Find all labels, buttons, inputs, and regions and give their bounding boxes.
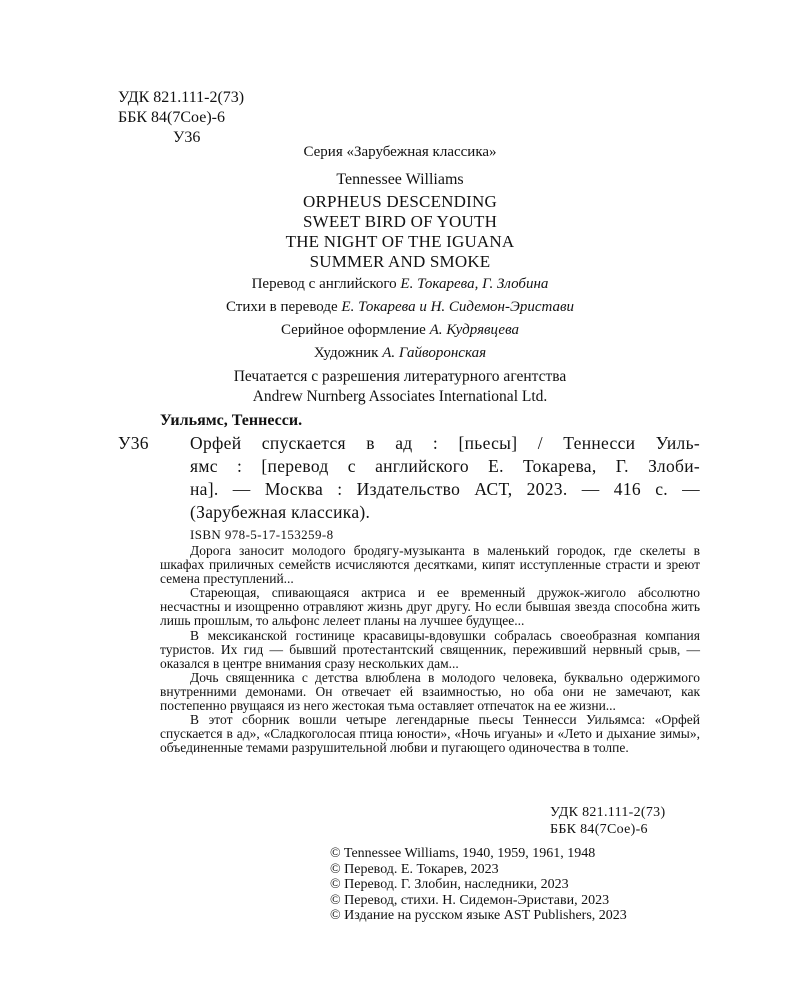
permission-notice xyxy=(0,367,800,407)
credit-names: Е. Токарева и Н. Сидемон-Эристави xyxy=(341,299,575,315)
credit-poems xyxy=(0,299,800,316)
credit-label: Перевод с английского xyxy=(251,276,401,292)
copyright-line: © Издание на русском языке AST Publishers, 2023 xyxy=(330,908,627,924)
catalog-entry xyxy=(118,432,700,524)
bbk-code: ББК 84(7Сое)-6 xyxy=(118,109,225,126)
credit-translation xyxy=(0,276,800,293)
catalog-heading: Уильямс, Теннесси. xyxy=(160,412,303,429)
credit-label: Серийное оформление xyxy=(280,322,430,338)
catalog-line: ямс : [перевод с английского Е. Токарева, Г. Злоби- xyxy=(190,456,700,476)
author-name-en: Tennessee Williams xyxy=(336,171,464,188)
isbn: ISBN 978-5-17-153259-8 xyxy=(190,527,334,542)
abstract xyxy=(160,544,700,755)
original-titles xyxy=(0,192,800,272)
series-title: Серия «Зарубежная классика» xyxy=(303,144,497,160)
catalog-line: Орфей спускается в ад : [пьесы] / Теннесси Уиль- xyxy=(190,433,700,453)
catalog-line: на]. — Москва : Издательство АСТ, 2023. — 416 с. — xyxy=(190,479,700,499)
author-sign: У36 xyxy=(173,129,201,146)
original-title: SUMMER AND SMOKE xyxy=(309,252,491,271)
credit-label: Художник xyxy=(313,345,383,361)
credit-names: А. Кудрявцева xyxy=(429,322,520,338)
copyright-line: © Перевод. Г. Злобин, наследники, 2023 xyxy=(330,877,569,893)
abstract-paragraph: Стареющая, спивающаяся актриса и ее временный дружок-жиголо абсолютно несчастны и изощренно отравляют жизнь друг другу. Но если бывшая звезда способна жить лишь прошлым, то альфонс лелеет планы на лучшее будущее... xyxy=(160,585,700,629)
copyright-line: © Перевод, стихи. Н. Сидемон-Эристави, 2023 xyxy=(330,892,610,908)
credit-series-design xyxy=(0,322,800,339)
bbk-code: ББК 84(7Сое)-6 xyxy=(550,822,648,837)
permission-line: Andrew Nurnberg Associates International Ltd. xyxy=(252,388,548,405)
catalog-line: (Зарубежная классика). xyxy=(190,502,371,522)
original-title: THE NIGHT OF THE IGUANA xyxy=(285,232,515,251)
classification-codes xyxy=(118,88,244,148)
abstract-paragraph: Дочь священника с детства влюблена в молодого человека, буквально одержимого внутренними демонами. Он отвечает ей взаимностью, но оба они не замечают, как постепенно рвущаяся из него жестокая тьма оставляет отпечаток на ее жизни... xyxy=(160,669,700,714)
catalog-code: У36 xyxy=(118,433,149,453)
udk-code: УДК 821.111-2(73) xyxy=(550,805,666,820)
original-title: ORPHEUS DESCENDING xyxy=(303,192,497,211)
abstract-paragraph: В этот сборник вошли четыре легендарные пьесы Теннесси Уильямса: «Орфей спускается в ад», «Сладкоголосая птица юности», «Ночь игуаны» и «Лето и дыхание зимы», объединенные темами разрушительной любви и пугающего одиночества в толпе. xyxy=(160,712,700,756)
udk-code: УДК 821.111-2(73) xyxy=(118,89,245,106)
footer-codes xyxy=(550,804,665,838)
abstract-paragraph: Дорога заносит молодого бродягу-музыканта в маленький городок, где скелеты в шкафах приличных семейств исчисляются десятками, кипят исступленные страсти и зреют семена преступлений... xyxy=(160,543,700,587)
credit-artist xyxy=(0,345,800,362)
abstract-paragraph: В мексиканской гостинице красавицы-вдовушки собралась своеобразная компания туристов. Их гид — бывший протестантский священник, переживший нервный срыв, — оказался в центре внимания сразу нескольких дам... xyxy=(160,627,700,671)
copyright-line: © Tennessee Williams, 1940, 1959, 1961, 1948 xyxy=(330,846,596,861)
credit-names: А. Гайворонская xyxy=(382,345,487,361)
credit-names: Е. Токарева, Г. Злобина xyxy=(400,276,549,292)
catalog-description xyxy=(190,432,700,524)
copyright-line: © Перевод. Е. Токарев, 2023 xyxy=(330,861,499,877)
credit-label: Стихи в переводе xyxy=(225,299,342,315)
original-title: SWEET BIRD OF YOUTH xyxy=(302,212,498,231)
copyright-notices xyxy=(330,846,627,924)
permission-line: Печатается с разрешения литературного агентства xyxy=(233,368,567,385)
